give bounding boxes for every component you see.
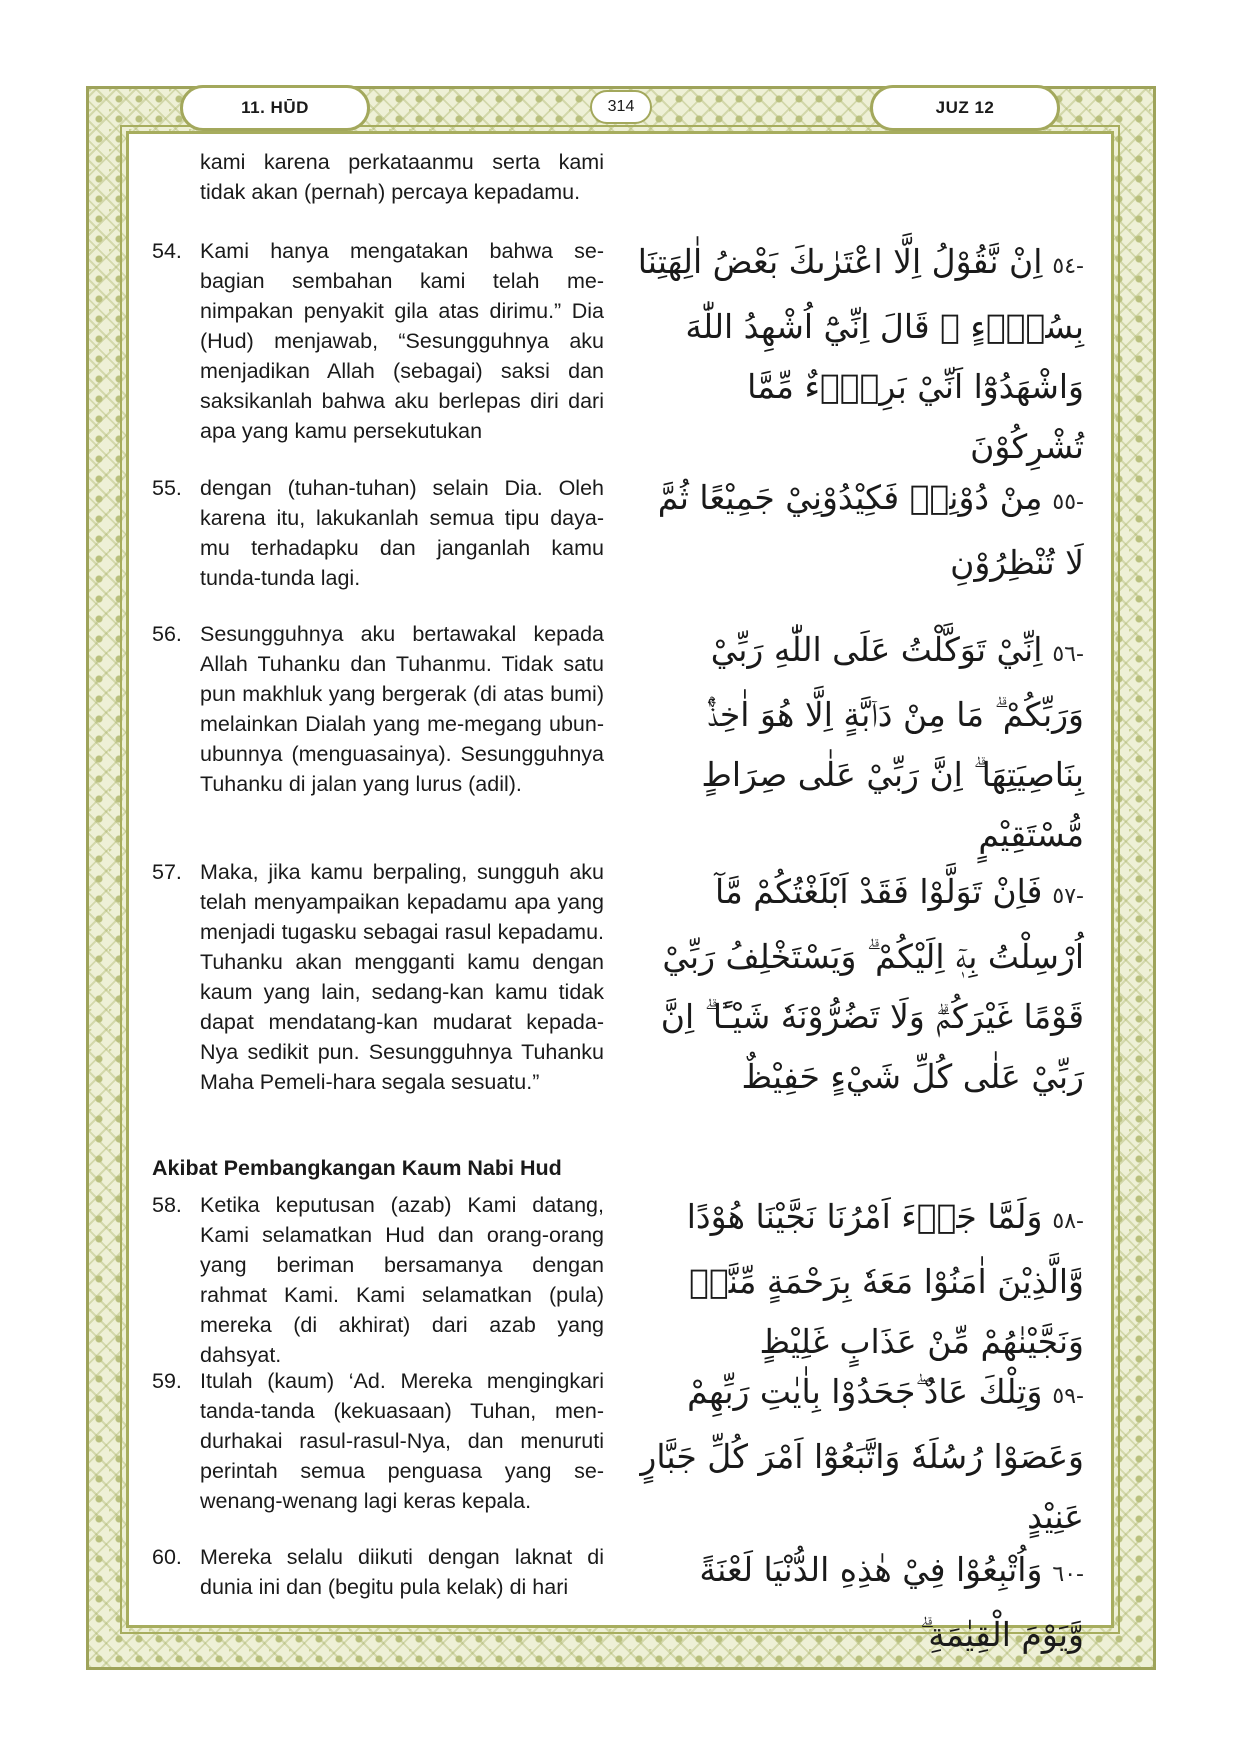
verse-translation-55: dengan (tuhan-tuhan) selain Dia. Oleh karena itu, lakukanlah semua tipu daya-mu terhadapku dan janganlah kamu tunda-tunda lagi.: [200, 476, 604, 590]
verse-number-58: 58.: [152, 1193, 182, 1217]
verse-number-55: 55.: [152, 476, 182, 500]
verse-number-54: 54.: [152, 239, 182, 263]
arabic-verse-number: -٥٥: [1052, 490, 1084, 515]
verse-number-56: 56.: [152, 622, 182, 646]
surah-title: 11. HŪD: [180, 85, 370, 131]
arabic-text: فَاِنْ تَوَلَّوْا فَقَدْ اَبْلَغْتُكُمْ مَّآ اُرْسِلْتُ بِهٖٓ اِلَيْكُمْ ۗ وَيَسْتَخْلِفُ رَبِّيْ قَوْمًا غَيْرَكُمْۗ وَلَا تَضُرُّوْنَهٗ شَيْـًٔا ۗ اِنَّ رَبِّيْ عَلٰى كُلِّ شَيْءٍ حَفِيْظٌ: [660, 872, 1084, 1096]
verse-translation-59: Itulah (kaum) ‘Ad. Mereka mengingkari tanda-tanda (kekuasaan) Tuhan, men-durhakai rasul-rasul-Nya, dan menuruti perintah semua penguasa yang se-wenang-wenang lagi keras kepala.: [200, 1369, 604, 1513]
arabic-text: اِنْ نَّقُوْلُ اِلَّا اعْتَرٰىكَ بَعْضُ اٰلِهَتِنَا بِسُوْۤءٍ ۗ قَالَ اِنِّيْٓ اُشْهِدُ اللّٰهَ وَاشْهَدُوْٓا اَنِّيْ بَرِيْۤءٌ مِّمَّا تُشْرِكُوْنَ: [637, 242, 1084, 466]
verse-arabic-54: [632, 232, 1084, 477]
arabic-verse-number: -٦٠: [1052, 1562, 1084, 1587]
arabic-verse-number: -٥٤: [1052, 254, 1084, 279]
arabic-verse-number: -٥٦: [1052, 642, 1084, 667]
verse-number-60: 60.: [152, 1545, 182, 1569]
arabic-text: مِنْ دُوْنِهٖ فَكِيْدُوْنِيْ جَمِيْعًا ثُمَّ لَا تُنْظِرُوْنِ: [657, 478, 1084, 582]
arabic-text: وَلَمَّا جَاۤءَ اَمْرُنَا نَجَّيْنَا هُوْدًا وَّالَّذِيْنَ اٰمَنُوْا مَعَهٗ بِرَحْمَةٍ مِّنَّاۚ وَنَجَّيْنٰهُمْ مِّنْ عَذَابٍ غَلِيْظٍ: [686, 1197, 1084, 1361]
arabic-verse-number: -٥٧: [1052, 884, 1084, 909]
verse-number-57: 57.: [152, 860, 182, 884]
verse-number-59: 59.: [152, 1369, 182, 1393]
arabic-text: اِنِّيْ تَوَكَّلْتُ عَلَى اللّٰهِ رَبِّيْ وَرَبِّكُمْ ۗ مَا مِنْ دَاۤبَّةٍ اِلَّا هُوَ اٰخِذٌۢ بِنَاصِيَتِهَا ۗ اِنَّ رَبِّيْ عَلٰى صِرَاطٍ مُّسْتَقِيْمٍ: [701, 630, 1084, 854]
continuation-text: kami karena perkataanmu serta kami tidak akan (pernah) percaya kepadamu.: [200, 150, 604, 204]
verse-translation-54: Kami hanya mengatakan bahwa se-bagian sembahan kami telah me-nimpakan penyakit gila atas dirimu.” Dia (Hud) menjawab, “Sesungguhnya aku menjadikan Allah (sebagai) saksi dan saksikanlah bahwa aku berlepas diri dari apa yang kamu persekutukan: [200, 239, 604, 443]
verse-translation-60: Mereka selalu diikuti dengan laknat di dunia ini dan (begitu pula kelak) di hari: [200, 1545, 604, 1599]
arabic-text: وَتِلْكَ عَادٌ ۖجَحَدُوْا بِاٰيٰتِ رَبِّهِمْ وَعَصَوْا رُسُلَهٗ وَاتَّبَعُوْٓا اَمْرَ كُلِّ جَبَّارٍ عَنِيْدٍ: [640, 1372, 1084, 1536]
verse-arabic-57: [632, 862, 1084, 1107]
verse-translation-56: Sesungguhnya aku bertawakal kepada Allah Tuhanku dan Tuhanmu. Tidak satu pun makhluk yang bergerak (di atas bumi) melainkan Dialah yang me-megang ubun-ubunnya (menguasainya). Sesungguhnya Tuhanku di jalan yang lurus (adil).: [200, 622, 604, 796]
verse-arabic-60: [632, 1540, 1084, 1665]
verse-arabic-55: [632, 468, 1084, 593]
verse-translation-57: Maka, jika kamu berpaling, sungguh aku telah menyampaikan kepadamu apa yang menjadi tugasku sebagai rasul kepadamu. Tuhanku akan mengganti kamu dengan kaum yang lain, sedang-kan kamu tidak dapat mendatang-kan mudarat kepada-Nya sedikit pun. Sesungguhnya Tuhanku Maha Pemeli-hara segala sesuatu.”: [200, 860, 604, 1094]
juz-label: JUZ 12: [870, 85, 1060, 131]
page-number: 314: [590, 90, 652, 124]
arabic-verse-number: -٥٨: [1052, 1209, 1084, 1234]
arabic-text: وَاُتْبِعُوْا فِيْ هٰذِهِ الدُّنْيَا لَعْنَةً وَّيَوْمَ الْقِيٰمَةِ ۗ: [699, 1550, 1084, 1654]
verse-arabic-59: [632, 1362, 1084, 1547]
section-heading: Akibat Pembangkangan Kaum Nabi Hud: [152, 1156, 562, 1180]
verse-translation-58: Ketika keputusan (azab) Kami datang, Kami selamatkan Hud dan orang-orang yang beriman bersamanya dengan rahmat Kami. Kami selamatkan (pula) mereka (di akhirat) dari azab yang dahsyat.: [200, 1193, 604, 1367]
arabic-verse-number: -٥٩: [1052, 1384, 1084, 1409]
verse-arabic-58: [632, 1187, 1084, 1372]
verse-arabic-56: [632, 620, 1084, 865]
